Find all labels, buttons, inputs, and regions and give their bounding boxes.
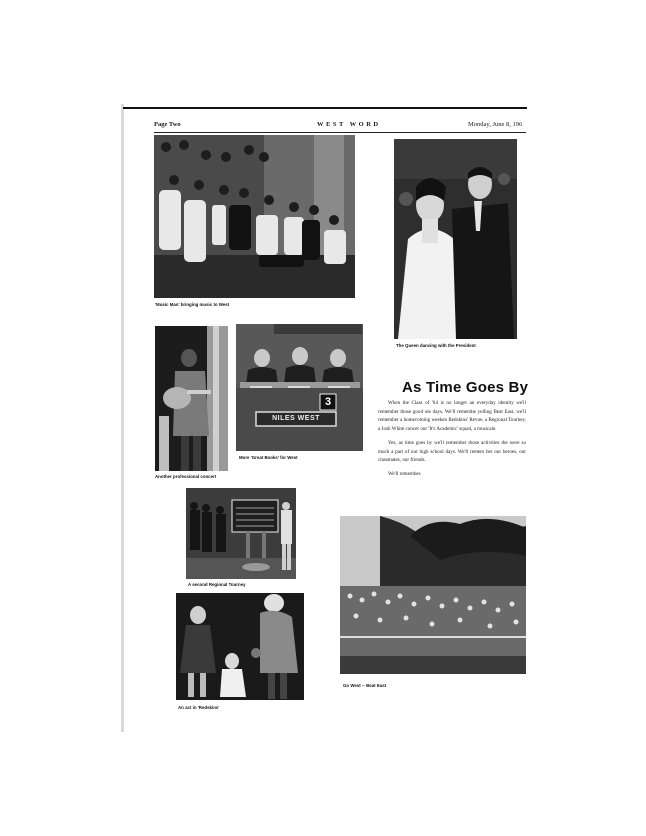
go-west-crowd-photo: [340, 516, 526, 674]
header-rule: [154, 132, 526, 133]
great-books-photo: [236, 324, 363, 451]
page-left-edge: [121, 104, 124, 732]
caption-regional-tourney: A second Regional Tourney: [188, 582, 246, 587]
caption-concert: Another professional concert: [155, 474, 217, 479]
caption-go-west: Go West -- Beat East: [343, 683, 387, 688]
queen-dancing-photo: [394, 139, 517, 339]
article-headline: As Time Goes By: [402, 379, 529, 396]
article-paragraph: We'll remember.: [388, 470, 422, 477]
caption-music-man: 'Music Man' bringing music to West: [155, 302, 230, 307]
niles-west-sign: NILES WEST: [272, 415, 320, 422]
issue-date: Monday, June 8, 196: [468, 121, 523, 128]
article-paragraph: When the Class of '64 is no longer an everyday identity we'll remember those good ole days. We'll remembe yelling Beat East, we'll remember a homecoming weeken Redskins' Revue, a Regional Tourney, a Josh White concer our 'It's Academic' squad, a musicale.: [378, 400, 526, 433]
music-man-photo: [154, 135, 355, 298]
page-top-edge: [123, 107, 527, 109]
article-paragraph: Yes, as time goes by we'll remember those activities the were so much a part of our high school days. We'll remem ber our heroes, our classmates, our friends.: [378, 439, 526, 464]
caption-great-books: More 'Great Books' for West: [239, 455, 298, 460]
redskins-act-photo: [176, 593, 304, 700]
article-body: [378, 399, 526, 484]
paper-name: WEST WORD: [317, 121, 381, 128]
caption-redskins: An act in 'Redskins': [178, 705, 220, 710]
caption-queen: The Queen dancing with the President: [396, 343, 476, 348]
contestant-number: 3: [324, 396, 332, 408]
regional-tourney-photo: [186, 488, 296, 579]
concert-photo: [155, 326, 228, 471]
page-label: Page Two: [154, 121, 181, 128]
